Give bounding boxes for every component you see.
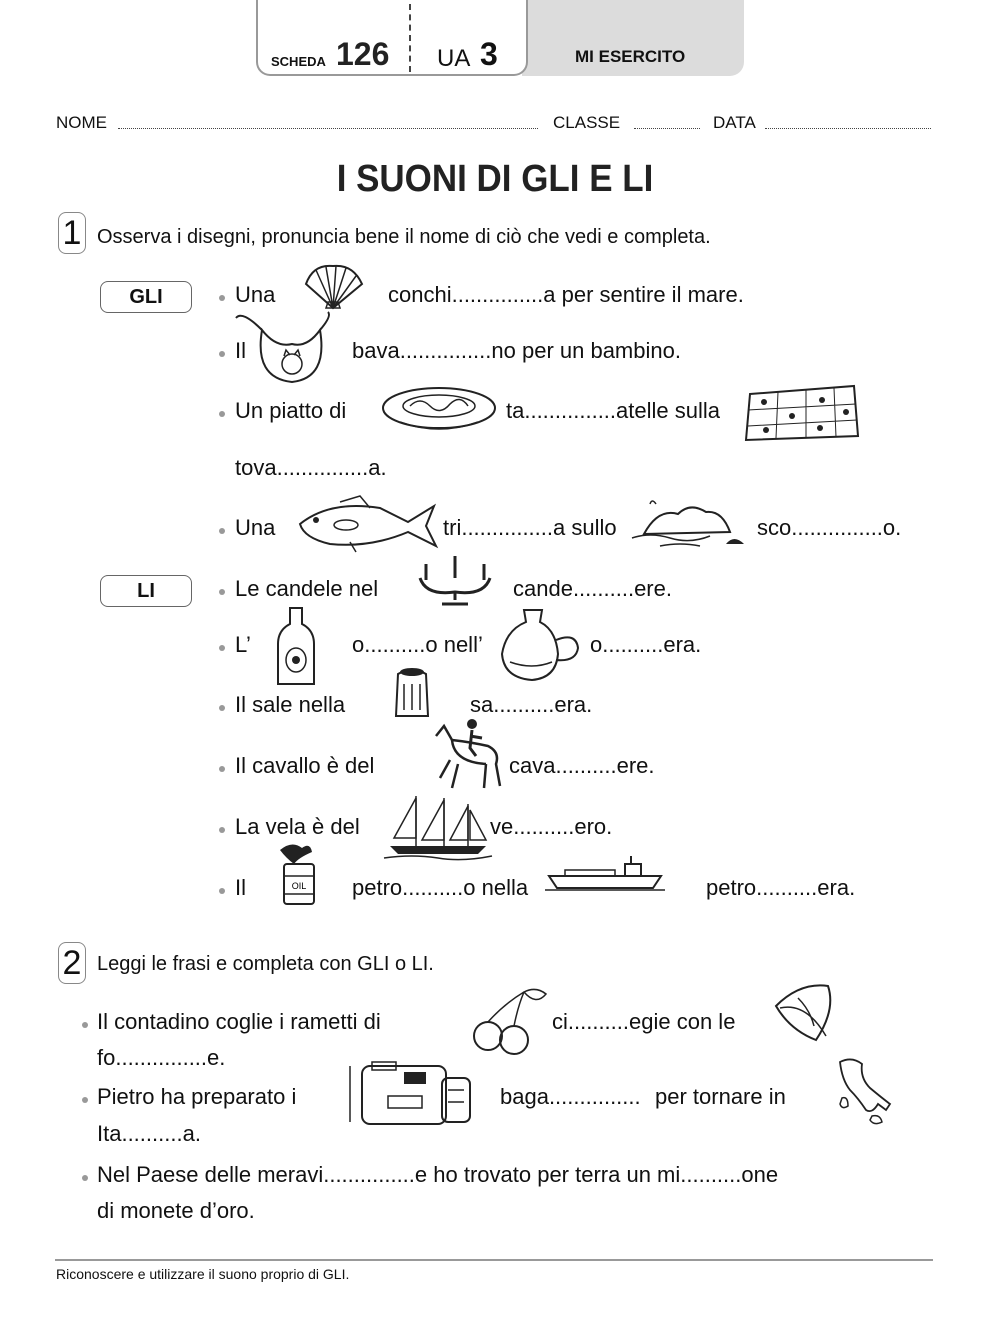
fish-icon (290, 494, 440, 554)
bullet (219, 705, 225, 711)
data-field[interactable] (765, 128, 931, 129)
rock-icon (630, 498, 750, 552)
footer-rule (55, 1259, 933, 1261)
ex2-2-text-c: per tornare in (655, 1084, 786, 1109)
bullet (219, 411, 225, 417)
li-2-text-b: o..........o nell’ (352, 632, 483, 657)
gli-3-text-c: tova...............a. (235, 455, 387, 480)
ua-number: 3 (480, 36, 498, 72)
gli-4-text-a: Una (235, 515, 276, 540)
sailing-ship-icon (382, 790, 494, 862)
data-label: DATA (713, 113, 756, 132)
gli-1-text-b: conchi...............a per sentire il mare. (388, 282, 744, 307)
shell-icon (298, 262, 368, 312)
bullet (82, 1097, 88, 1103)
li-6-text-a: Il (235, 875, 246, 900)
horse-rider-icon (426, 716, 506, 792)
bullet (219, 766, 225, 772)
li-5-text-b: ve..........ero. (490, 814, 613, 839)
bullet (82, 1022, 88, 1028)
pasta-plate-icon (380, 384, 498, 436)
footer-text: Riconoscere e utilizzare il suono proprio di GLI. (56, 1266, 350, 1282)
ex2-1-text-c: fo...............e. (97, 1045, 226, 1070)
ex2-1-text-a: Il contadino coglie i rametti di (97, 1009, 381, 1034)
gli-2-text-b: bava...............no per un bambino. (352, 338, 681, 363)
li-6-text-b: petro..........o nella (352, 875, 529, 900)
bullet (219, 351, 225, 357)
li-3-text-a: Il sale nella (235, 692, 346, 717)
nome-field[interactable] (118, 128, 538, 129)
li-tag: LI (100, 575, 192, 607)
exercise-2-instruction: Leggi le frasi e completa con GLI o LI. (97, 953, 434, 975)
leaf-icon (770, 980, 838, 1048)
scheda-label: SCHEDA (271, 54, 326, 69)
bib-icon (232, 308, 332, 388)
cruet-icon (496, 604, 582, 684)
ex2-3-text-a: Nel Paese delle meravi...............e ho trovato per terra un mi..........one (97, 1162, 779, 1187)
bullet (219, 589, 225, 595)
li-1-text-b: cande..........ere. (513, 576, 672, 601)
bullet (219, 295, 225, 301)
bullet (82, 1175, 88, 1181)
li-1-text-a: Le candele nel (235, 576, 379, 601)
candlestick-icon (412, 552, 498, 608)
ex2-3-text-b: di monete d’oro. (97, 1198, 255, 1223)
gli-3-text-a: Un piatto di (235, 398, 347, 423)
page-title: I SUONI DI GLI E LI (336, 158, 654, 200)
classe-label: CLASSE (553, 113, 621, 132)
gli-3-text-b: ta...............atelle sulla (506, 398, 720, 423)
li-4-text-a: Il cavallo è del (235, 753, 375, 778)
li-4-text-b: cava..........ere. (509, 753, 655, 778)
ex2-1-text-b: ci..........egie con le (552, 1009, 736, 1034)
oil-label: OIL (291, 881, 307, 891)
nome-label: NOME (56, 113, 107, 132)
cherries-icon (470, 984, 550, 1056)
italy-map-icon (832, 1054, 898, 1130)
luggage-icon (340, 1056, 474, 1128)
exercise-1-number: 1 (58, 212, 86, 254)
exercise-1-instruction: Osserva i disegni, pronuncia bene il nome di ciò che vedi e completa. (97, 226, 711, 248)
ex2-2-text-b: baga............... (500, 1084, 641, 1109)
classe-field[interactable] (634, 128, 700, 129)
li-6-text-c: petro..........era. (706, 875, 856, 900)
gli-4-text-c: sco...............o. (757, 515, 902, 540)
gli-tag: GLI (100, 281, 192, 313)
oil-bottle-icon (272, 604, 320, 690)
tab-divider (409, 4, 411, 72)
gli-1-text-a: Una (235, 282, 276, 307)
ex2-2-text-a: Pietro ha preparato i (97, 1084, 297, 1109)
scheda-number: 126 (336, 36, 390, 72)
li-2-text-a: L’ (235, 632, 251, 657)
ex2-2-text-d: Ita..........a. (97, 1121, 201, 1146)
gli-4-text-b: tri...............a sullo (443, 515, 617, 540)
bullet (219, 528, 225, 534)
tanker-icon (545, 852, 667, 894)
bullet (219, 827, 225, 833)
bullet (219, 888, 225, 894)
li-5-text-a: La vela è del (235, 814, 360, 839)
tablecloth-icon (742, 380, 862, 444)
li-3-text-b: sa..........era. (470, 692, 593, 717)
gli-2-text-a: Il (235, 338, 246, 363)
section-label: MI ESERCITO (575, 47, 686, 66)
salt-shaker-icon (390, 664, 434, 722)
oil-barrel-icon (272, 838, 324, 908)
li-2-text-c: o..........era. (590, 632, 702, 657)
bullet (219, 645, 225, 651)
exercise-2-number: 2 (58, 942, 86, 984)
ua-label: UA (437, 45, 471, 72)
